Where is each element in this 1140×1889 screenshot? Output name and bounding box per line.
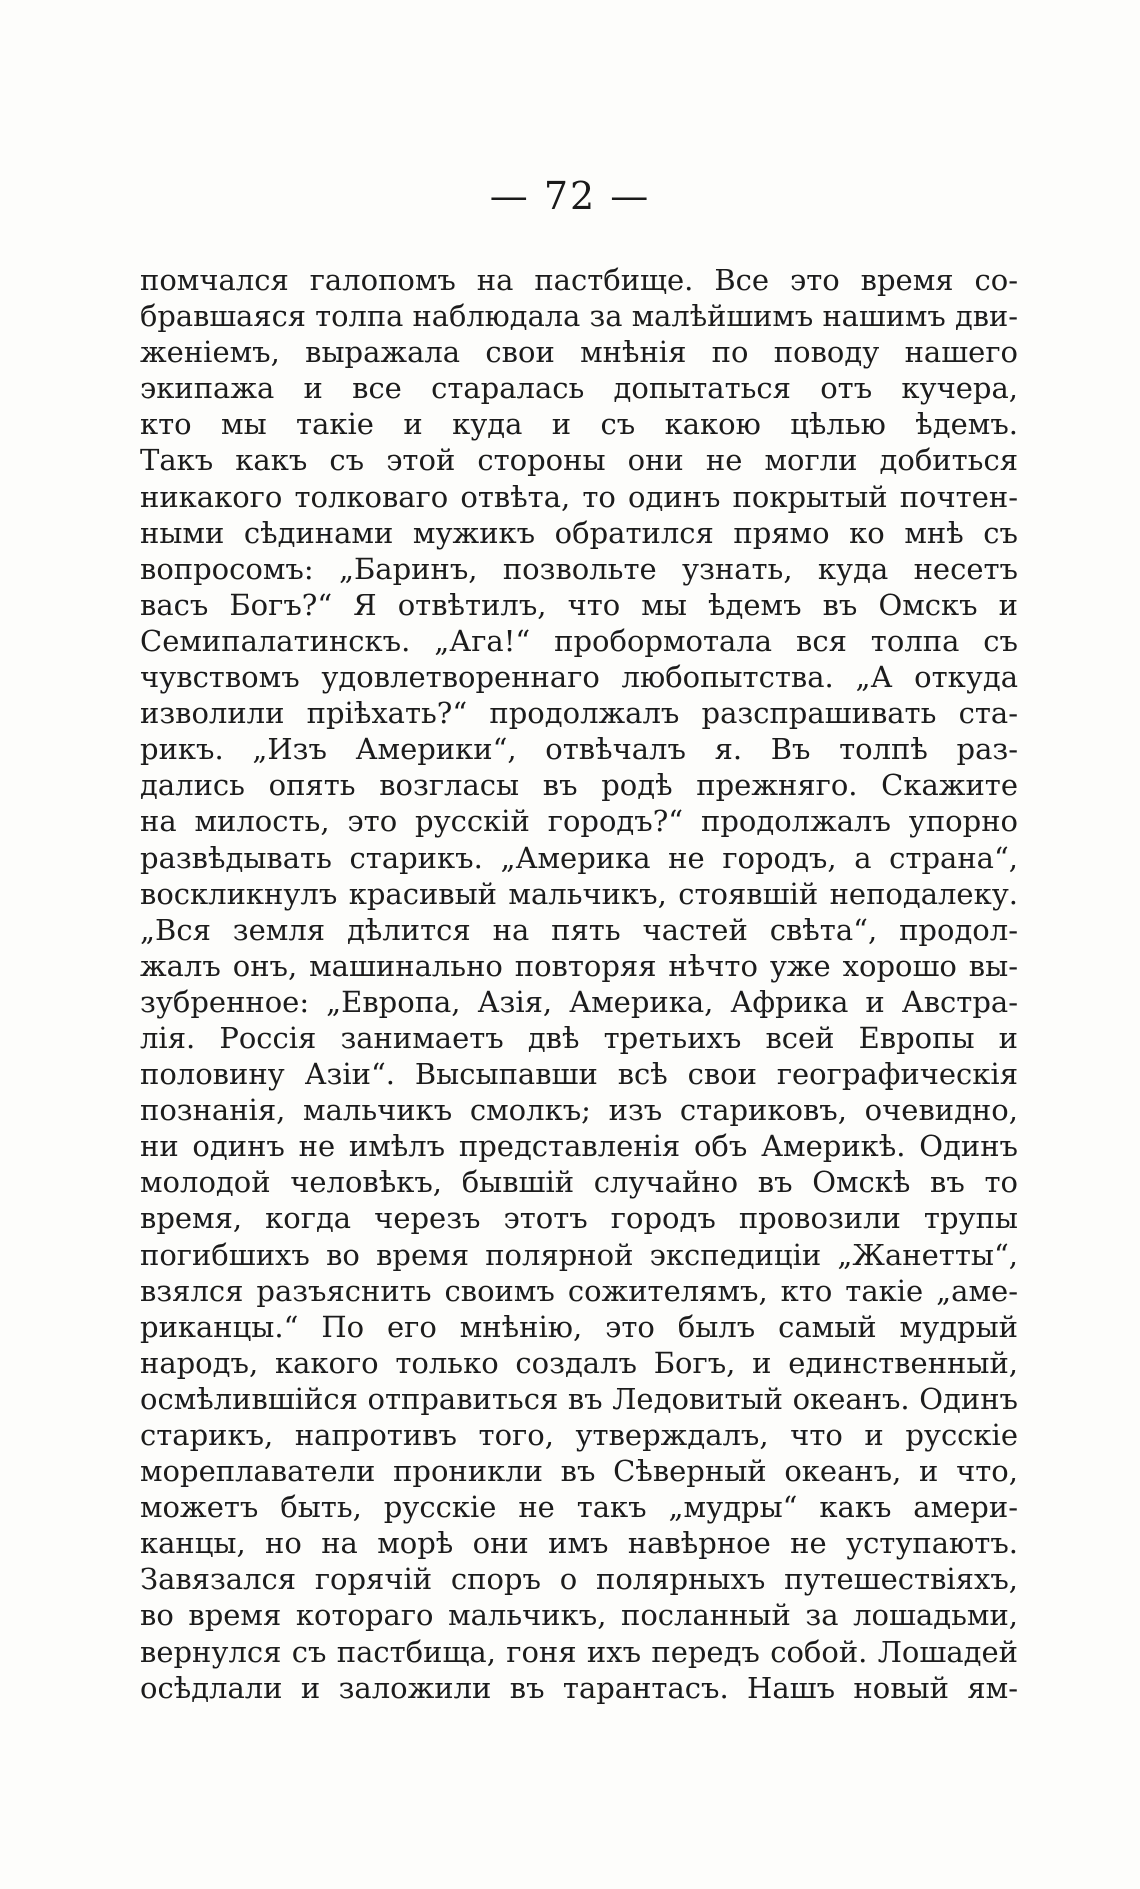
text-line: взялся разъяснить своимъ сожителямъ, кто такіе „аме- [140, 1273, 1018, 1308]
text-line: вопросомъ: „Баринъ, позвольте узнать, куда несетъ [140, 551, 1018, 586]
text-line: никакого толковаго отвѣта, то одинъ покрытый почтен- [140, 479, 1018, 514]
text-line: познанія, мальчикъ смолкъ; изъ стариковъ, очевидно, [140, 1093, 1018, 1128]
text-line: на милость, это русскій городъ?“ продолжалъ упорно [140, 804, 1018, 839]
text-line: вернулся съ пастбища, гоня ихъ передъ собой. Лошадей [140, 1634, 1018, 1669]
text-line: можетъ быть, русскіе не такъ „мудры“ какъ амери- [140, 1490, 1018, 1525]
text-line: старикъ, напротивъ того, утверждалъ, что и русскіе [140, 1418, 1018, 1452]
text-line: „Вся земля дѣлится на пять частей свѣта“, продол- [140, 912, 1018, 947]
text-line: воскликнулъ красивый мальчикъ, стоявшій неподалеку. [140, 876, 1018, 911]
text-line: Такъ какъ съ этой стороны они не могли добиться [140, 443, 1018, 478]
text-line: народъ, какого только создалъ Богъ, и единственный, [140, 1345, 1018, 1380]
text-line: лія. Россія занимаетъ двѣ третьихъ всей Европы и [140, 1020, 1018, 1055]
text-line: ными сѣдинами мужикъ обратился прямо ко мнѣ съ [140, 515, 1018, 550]
text-line: экипажа и все старалась допытаться отъ кучера, [140, 371, 1018, 406]
text-line: зубренное: „Европа, Азія, Америка, Африка и Австра- [140, 984, 1018, 1019]
text-line: чувствомъ удовлетвореннаго любопытства. „А откуда [140, 660, 1018, 695]
text-line: риканцы.“ По его мнѣнію, это былъ самый мудрый [140, 1309, 1018, 1344]
text-line: осмѣлившійся отправиться въ Ледовитый океанъ. Одинъ [140, 1381, 1018, 1416]
text-line: дались опять возгласы въ родѣ прежняго. Скажите [140, 768, 1018, 803]
text-line: половину Азіи“. Высыпавши всѣ свои географическія [140, 1057, 1018, 1092]
text-line: молодой человѣкъ, бывшій случайно въ Омскѣ въ то [140, 1165, 1018, 1200]
text-line: Семипалатинскъ. „Ага!“ пробормотала вся толпа съ [140, 623, 1018, 658]
text-line: кто мы такіе и куда и съ какою цѣлью ѣдемъ. [140, 407, 1018, 442]
text-line: жалъ онъ, машинально повторяя нѣчто уже хорошо вы- [140, 948, 1018, 983]
body-text [140, 262, 1018, 1706]
text-line: помчался галопомъ на пастбище. Все это время со- [140, 263, 1018, 297]
page-number: — 72 — [489, 174, 651, 218]
text-line: Завязался горячій споръ о полярныхъ путешествіяхъ, [140, 1562, 1018, 1597]
text-line: развѣдывать старикъ. „Америка не городъ, а страна“, [140, 840, 1018, 875]
text-line: женіемъ, выражала свои мнѣнія по поводу нашего [140, 335, 1018, 370]
text-line: бравшаяся толпа наблюдала за малѣйшимъ нашимъ дви- [140, 299, 1019, 334]
text-line: погибшихъ во время полярной экспедиціи „Жанетты“, [140, 1237, 1018, 1272]
text-line: время, когда черезъ этотъ городъ провозили трупы [140, 1201, 1018, 1236]
text-line: во время котораго мальчикъ, посланный за лошадьми, [140, 1598, 1018, 1633]
text-line: рикъ. „Изъ Америки“, отвѣчалъ я. Въ толпѣ раз- [140, 732, 1018, 767]
text-line: осѣдлали и заложили въ тарантасъ. Нашъ новый ям- [140, 1670, 1018, 1705]
text-line: мореплаватели проникли въ Сѣверный океанъ, и что, [140, 1454, 1018, 1489]
text-line: канцы, но на морѣ они имъ навѣрное не уступаютъ. [140, 1526, 1018, 1561]
text-line: васъ Богъ?“ Я отвѣтилъ, что мы ѣдемъ въ Омскъ и [140, 587, 1018, 622]
text-line: ни одинъ не имѣлъ представленія объ Америкѣ. Одинъ [140, 1129, 1018, 1164]
text-line: изволили пріѣхать?“ продолжалъ разспрашивать ста- [140, 696, 1018, 731]
